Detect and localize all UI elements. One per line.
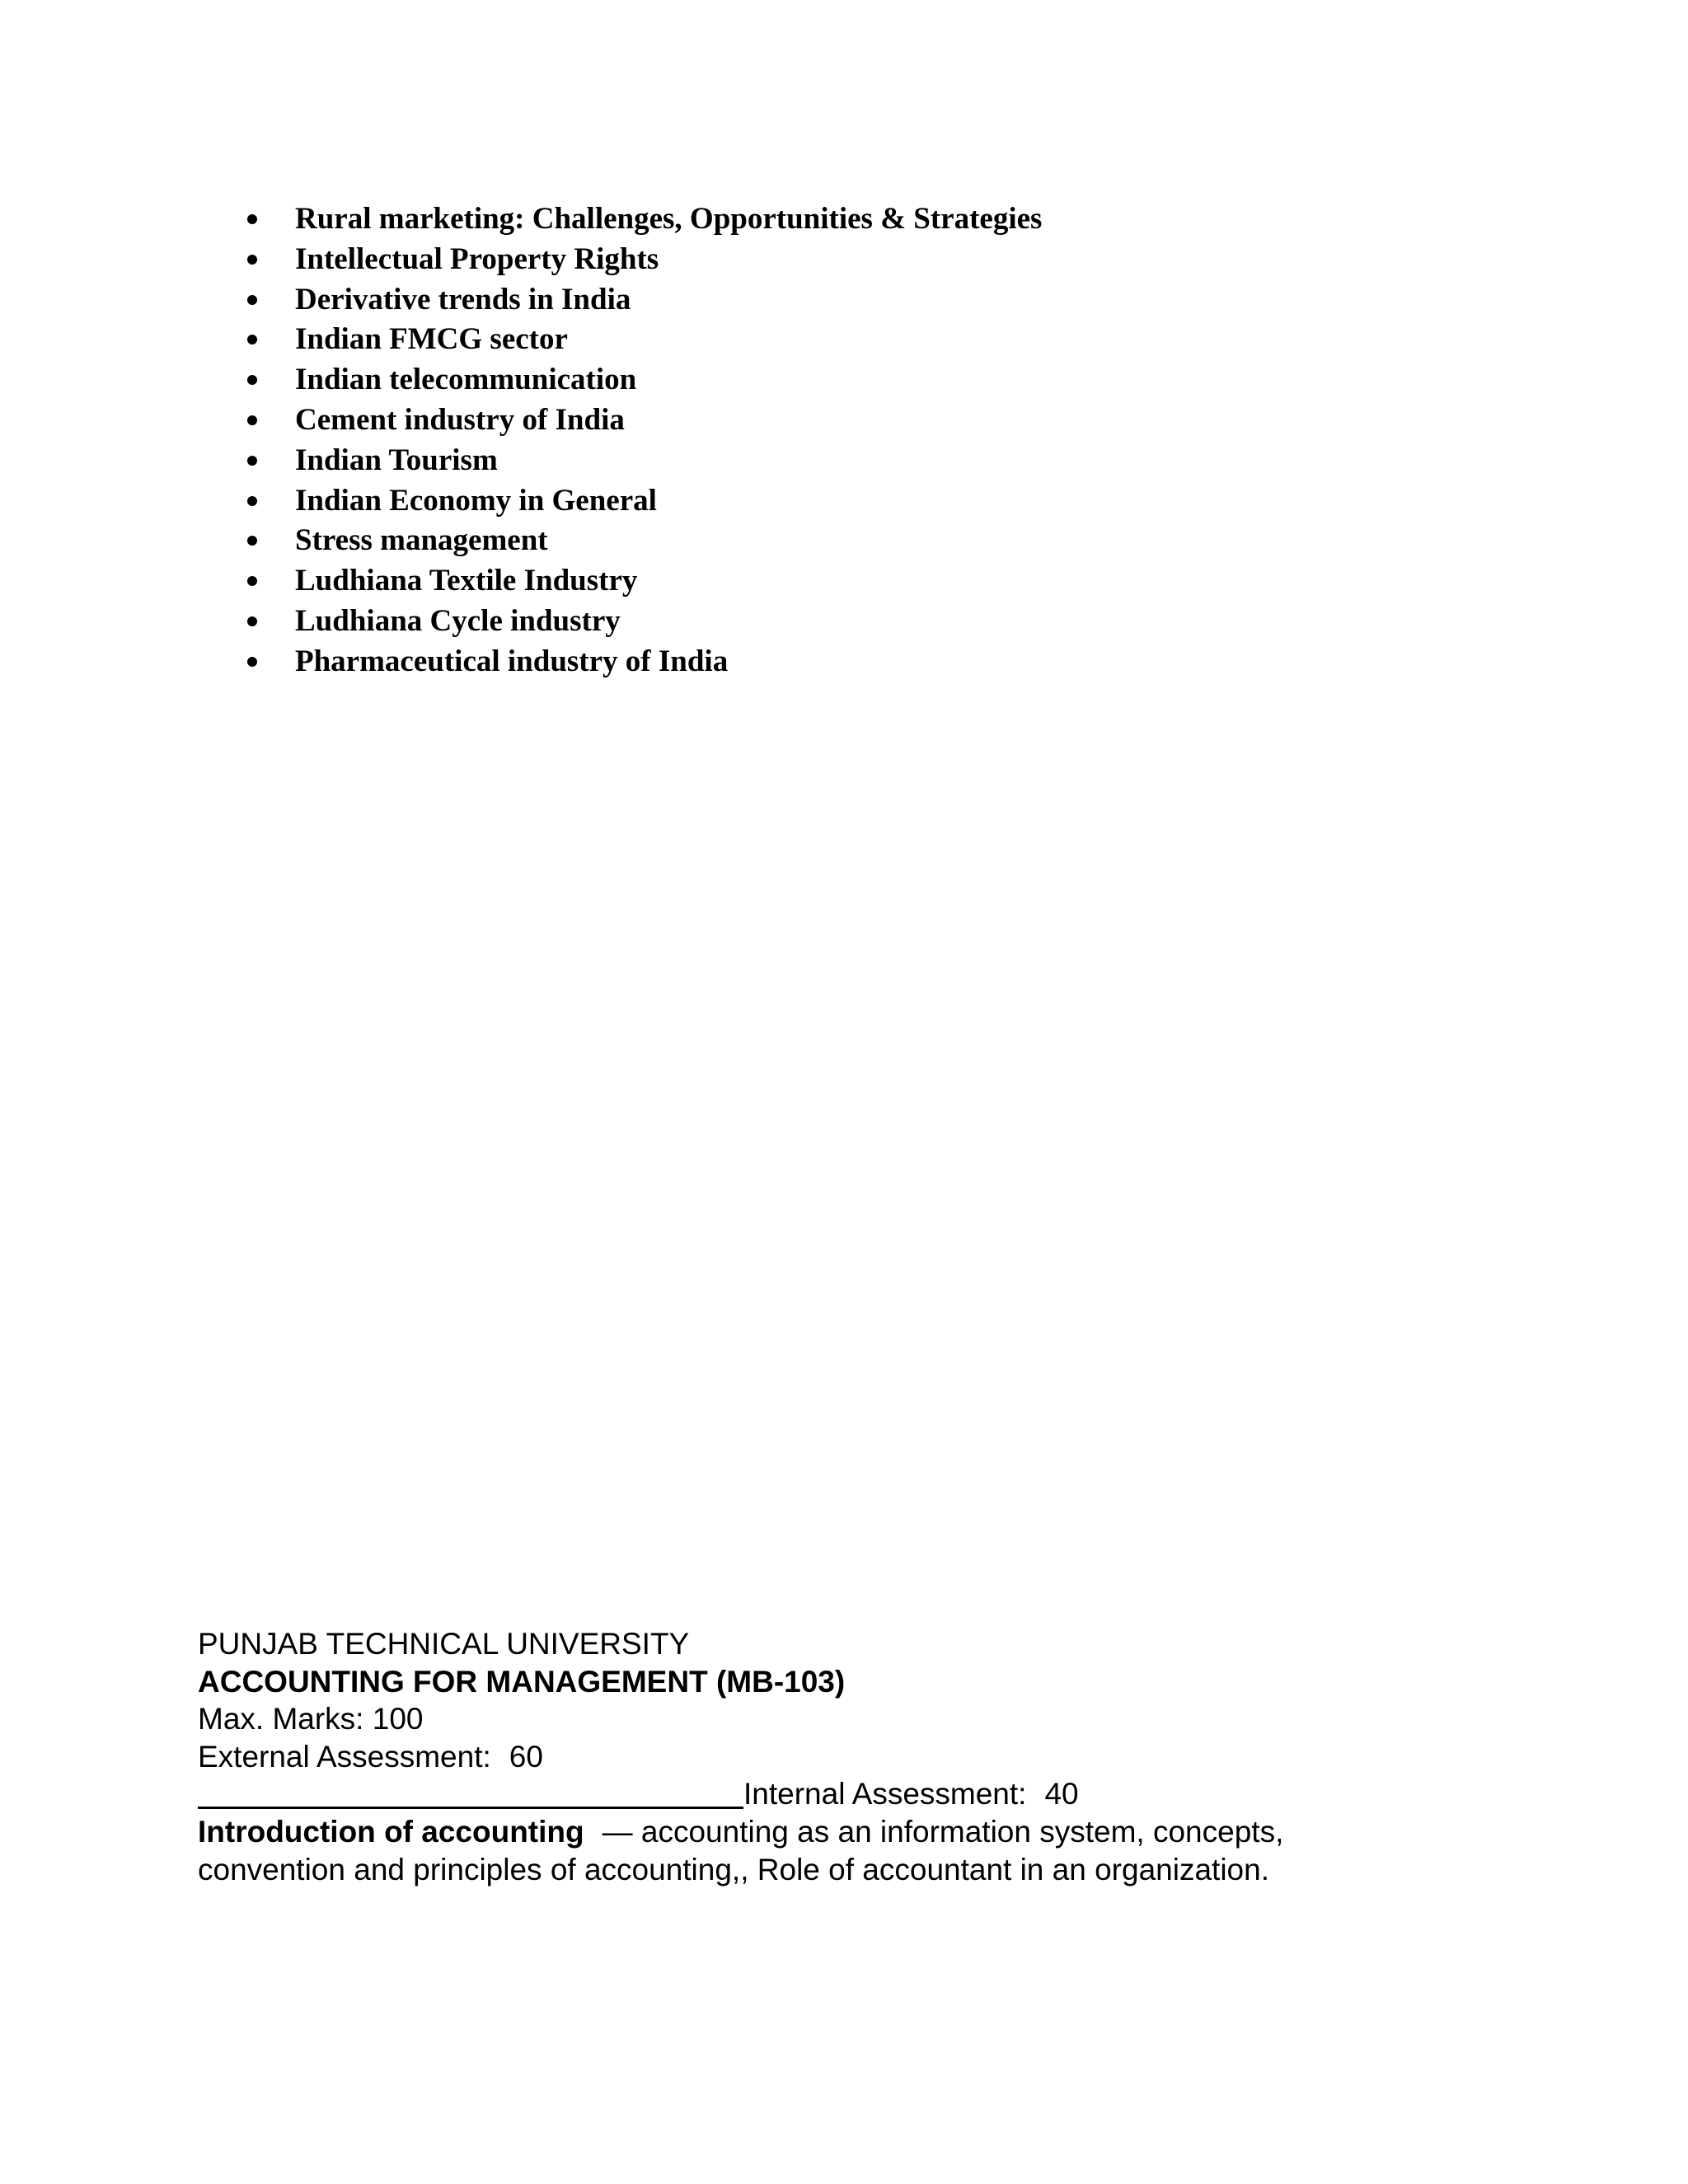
bullet-icon [247, 456, 257, 466]
topic-text: Ludhiana Textile Industry [295, 564, 638, 598]
university-name: PUNJAB TECHNICAL UNIVERSITY [198, 1627, 690, 1661]
intro-text: — accounting as an information system, concepts, [602, 1814, 1284, 1849]
bullet-icon [247, 375, 257, 385]
list-item [247, 360, 1042, 401]
intro-paragraph-line-2: convention and principles of accounting,, Role of accountant in an organization. [198, 1852, 1269, 1886]
bullet-icon [247, 657, 257, 667]
topic-text: Ludhiana Cycle industry [295, 603, 621, 638]
topic-text: Indian telecommunication [295, 363, 637, 397]
list-item [247, 401, 1042, 441]
list-item [247, 521, 1042, 561]
list-item [247, 642, 1042, 682]
topic-text: Cement industry of India [295, 402, 625, 437]
internal-assessment-value: 40 [1044, 1777, 1079, 1811]
topic-text: Stress management [295, 523, 548, 558]
bullet-icon [247, 536, 257, 546]
bullet-icon [247, 335, 257, 344]
list-item [247, 199, 1042, 240]
bullet-icon [247, 496, 257, 506]
course-header [198, 1625, 1283, 1888]
underline-rule [198, 1777, 743, 1809]
bullet-icon [247, 415, 257, 425]
topic-text: Indian FMCG sector [295, 322, 568, 357]
course-title: ACCOUNTING FOR MANAGEMENT (MB-103) [198, 1664, 846, 1699]
intro-heading: Introduction of accounting [198, 1814, 584, 1849]
external-assessment [198, 1738, 1283, 1776]
list-item [247, 602, 1042, 642]
internal-assessment-label: Internal Assessment: [743, 1777, 1027, 1811]
list-item [247, 320, 1042, 360]
bullet-icon [247, 616, 257, 626]
list-item [247, 240, 1042, 280]
topic-text: Derivative trends in India [295, 282, 631, 316]
topic-text: Intellectual Property Rights [295, 241, 659, 276]
bullet-icon [247, 255, 257, 265]
topic-text: Rural marketing: Challenges, Opportunities & Strategies [295, 202, 1043, 236]
bullet-icon [247, 295, 257, 305]
bullet-icon [247, 214, 257, 224]
internal-assessment [198, 1775, 1283, 1813]
list-item [247, 481, 1042, 522]
topic-text: Pharmaceutical industry of India [295, 644, 729, 678]
topic-text: Indian Tourism [295, 443, 498, 477]
list-item [247, 280, 1042, 321]
max-marks: Max. Marks: 100 [198, 1702, 424, 1736]
intro-paragraph-line-1 [198, 1813, 1283, 1851]
topic-text: Indian Economy in General [295, 483, 657, 518]
topic-list [247, 199, 1042, 682]
list-item [247, 441, 1042, 481]
external-assessment-value: 60 [509, 1739, 543, 1774]
bullet-icon [247, 576, 257, 586]
external-assessment-label: External Assessment: [198, 1739, 491, 1774]
list-item [247, 561, 1042, 602]
